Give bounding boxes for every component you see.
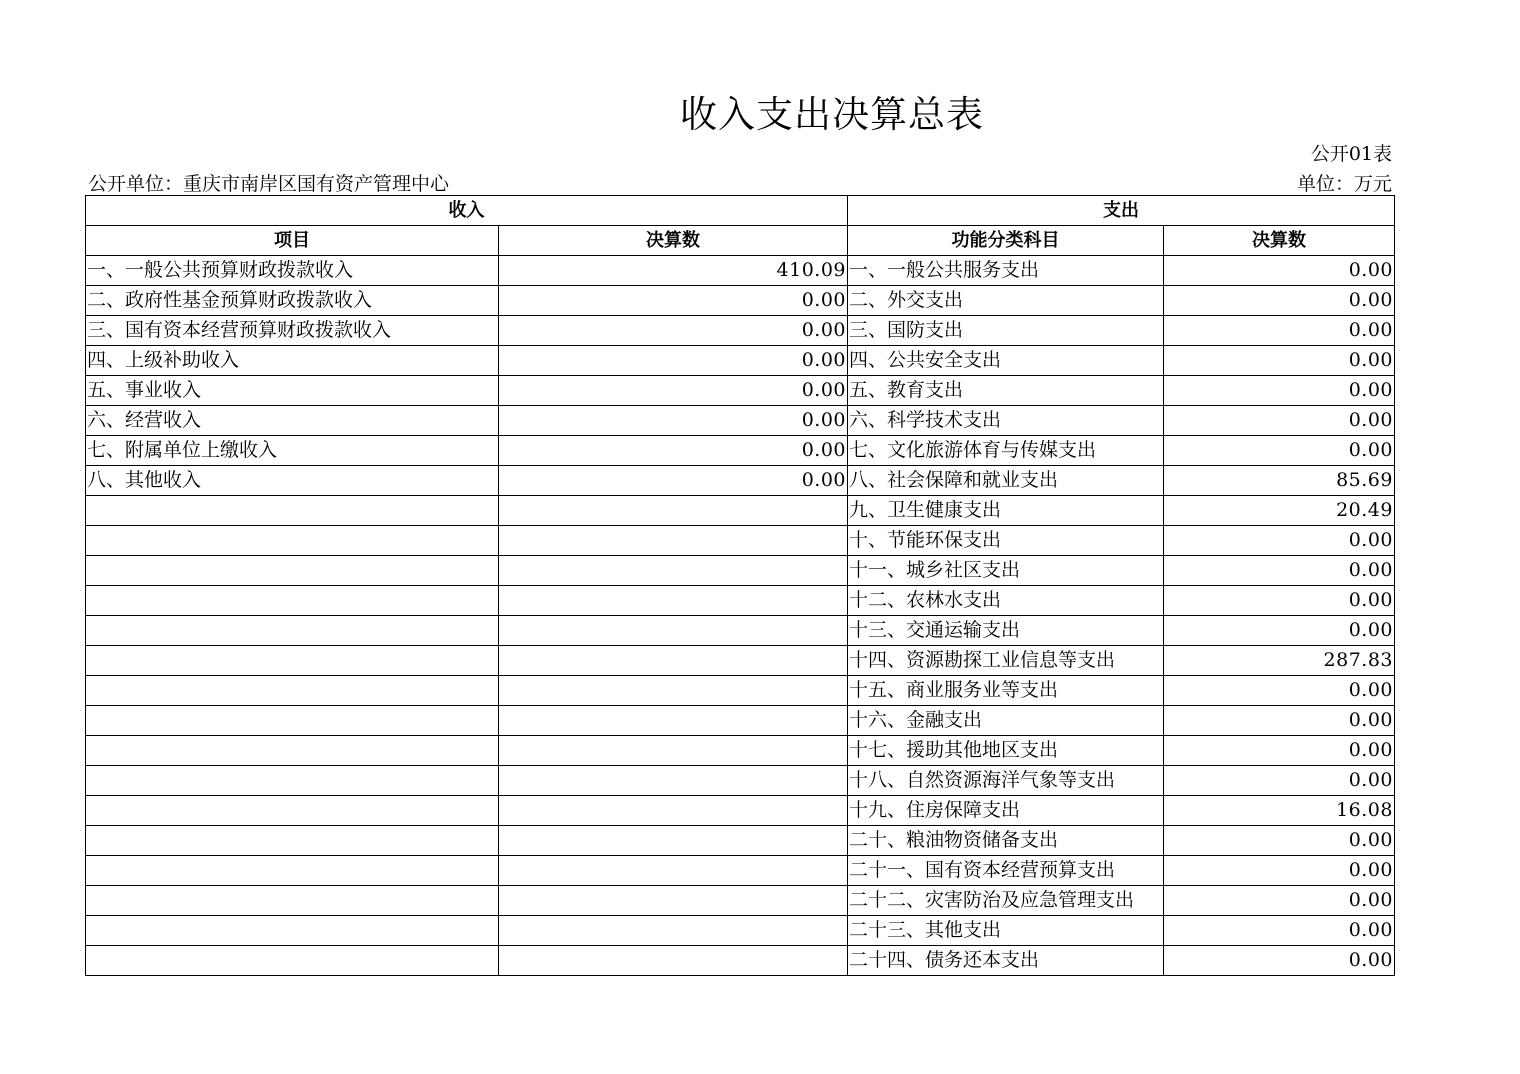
expense-category-cell: 二十一、国有资本经营预算支出 [848, 856, 1164, 886]
income-item-cell [86, 496, 499, 526]
table-row [86, 556, 1395, 586]
income-item-cell [86, 556, 499, 586]
table-row [86, 886, 1395, 916]
income-amount-cell [499, 646, 848, 676]
expense-amount-cell: 20.49 [1164, 496, 1395, 526]
income-item-cell [86, 796, 499, 826]
table-row [86, 376, 1395, 406]
income-amount-cell: 0.00 [499, 466, 848, 496]
expense-section-header: 支出 [848, 196, 1395, 226]
table-row [86, 646, 1395, 676]
expense-category-cell: 七、文化旅游体育与传媒支出 [848, 436, 1164, 466]
table-row [86, 916, 1395, 946]
income-item-cell: 二、政府性基金预算财政拨款收入 [86, 286, 499, 316]
income-item-cell: 七、附属单位上缴收入 [86, 436, 499, 466]
income-amount-cell [499, 916, 848, 946]
table-row [86, 406, 1395, 436]
income-item-cell [86, 616, 499, 646]
expense-amount-cell: 0.00 [1164, 286, 1395, 316]
expense-category-cell: 一、一般公共服务支出 [848, 256, 1164, 286]
expense-amount-cell: 0.00 [1164, 706, 1395, 736]
income-amount-cell [499, 706, 848, 736]
income-item-cell: 三、国有资本经营预算财政拨款收入 [86, 316, 499, 346]
category-column-header: 功能分类科目 [848, 226, 1164, 256]
expense-category-cell: 十一、城乡社区支出 [848, 556, 1164, 586]
expense-amount-cell: 287.83 [1164, 646, 1395, 676]
reporting-unit: 公开单位：重庆市南岸区国有资产管理中心 [88, 173, 450, 195]
expense-amount-cell: 0.00 [1164, 856, 1395, 886]
income-item-cell [86, 946, 499, 976]
income-amount-column-header: 决算数 [499, 226, 848, 256]
table-row [86, 676, 1395, 706]
expense-amount-cell: 0.00 [1164, 766, 1395, 796]
income-amount-cell [499, 766, 848, 796]
income-item-cell: 四、上级补助收入 [86, 346, 499, 376]
income-item-cell [86, 736, 499, 766]
expense-category-cell: 八、社会保障和就业支出 [848, 466, 1164, 496]
income-amount-cell [499, 946, 848, 976]
table-row [86, 496, 1395, 526]
expense-amount-cell: 0.00 [1164, 526, 1395, 556]
income-item-cell [86, 826, 499, 856]
expense-amount-cell: 0.00 [1164, 616, 1395, 646]
expense-category-cell: 十三、交通运输支出 [848, 616, 1164, 646]
expense-amount-cell: 0.00 [1164, 346, 1395, 376]
table-row [86, 616, 1395, 646]
expense-category-cell: 二十四、债务还本支出 [848, 946, 1164, 976]
income-amount-cell [499, 676, 848, 706]
expense-category-cell: 二十二、灾害防治及应急管理支出 [848, 886, 1164, 916]
expense-category-cell: 二十、粮油物资储备支出 [848, 826, 1164, 856]
table-row [86, 946, 1395, 976]
income-amount-cell: 0.00 [499, 286, 848, 316]
income-amount-cell [499, 586, 848, 616]
table-row [86, 346, 1395, 376]
income-amount-cell: 0.00 [499, 346, 848, 376]
form-number: 公开01表 [1310, 143, 1392, 165]
expense-amount-cell: 0.00 [1164, 826, 1395, 856]
expense-category-cell: 十七、援助其他地区支出 [848, 736, 1164, 766]
table-row [86, 316, 1395, 346]
table-row [86, 796, 1395, 826]
expense-amount-cell: 0.00 [1164, 406, 1395, 436]
income-amount-cell [499, 556, 848, 586]
expense-amount-cell: 0.00 [1164, 736, 1395, 766]
expense-amount-cell: 0.00 [1164, 586, 1395, 616]
section-header-row [86, 196, 1395, 226]
income-amount-cell [499, 856, 848, 886]
income-amount-cell [499, 826, 848, 856]
budget-table [85, 195, 1395, 976]
income-item-cell [86, 886, 499, 916]
income-amount-cell [499, 736, 848, 766]
income-item-cell [86, 916, 499, 946]
table-row [86, 256, 1395, 286]
table-row [86, 706, 1395, 736]
income-item-cell [86, 856, 499, 886]
expense-category-cell: 九、卫生健康支出 [848, 496, 1164, 526]
income-amount-cell [499, 526, 848, 556]
expense-category-cell: 六、科学技术支出 [848, 406, 1164, 436]
expense-amount-cell: 0.00 [1164, 256, 1395, 286]
currency-unit: 单位：万元 [1296, 173, 1392, 195]
income-item-cell [86, 766, 499, 796]
income-amount-cell: 0.00 [499, 436, 848, 466]
income-item-cell [86, 646, 499, 676]
expense-category-cell: 二、外交支出 [848, 286, 1164, 316]
income-amount-cell [499, 616, 848, 646]
expense-amount-cell: 0.00 [1164, 556, 1395, 586]
income-amount-cell: 0.00 [499, 406, 848, 436]
expense-amount-cell: 0.00 [1164, 916, 1395, 946]
page-title: 收入支出决算总表 [680, 93, 984, 136]
expense-amount-cell: 0.00 [1164, 436, 1395, 466]
expense-amount-cell: 0.00 [1164, 676, 1395, 706]
table-row [86, 586, 1395, 616]
income-section-header: 收入 [86, 196, 848, 226]
table-row [86, 826, 1395, 856]
expense-category-cell: 三、国防支出 [848, 316, 1164, 346]
table-row [86, 736, 1395, 766]
income-amount-cell [499, 496, 848, 526]
table-row [86, 766, 1395, 796]
expense-category-cell: 十二、农林水支出 [848, 586, 1164, 616]
income-item-cell: 五、事业收入 [86, 376, 499, 406]
income-item-cell: 一、一般公共预算财政拨款收入 [86, 256, 499, 286]
table-row [86, 856, 1395, 886]
expense-category-cell: 五、教育支出 [848, 376, 1164, 406]
expense-amount-cell: 0.00 [1164, 946, 1395, 976]
expense-category-cell: 十五、商业服务业等支出 [848, 676, 1164, 706]
column-header-row [86, 226, 1395, 256]
expense-category-cell: 四、公共安全支出 [848, 346, 1164, 376]
table-row [86, 466, 1395, 496]
expense-amount-column-header: 决算数 [1164, 226, 1395, 256]
income-amount-cell [499, 796, 848, 826]
table-row [86, 526, 1395, 556]
table-row [86, 436, 1395, 466]
income-item-cell [86, 526, 499, 556]
income-amount-cell: 0.00 [499, 316, 848, 346]
expense-category-cell: 二十三、其他支出 [848, 916, 1164, 946]
expense-category-cell: 十、节能环保支出 [848, 526, 1164, 556]
income-item-cell: 八、其他收入 [86, 466, 499, 496]
expense-category-cell: 十九、住房保障支出 [848, 796, 1164, 826]
expense-category-cell: 十八、自然资源海洋气象等支出 [848, 766, 1164, 796]
income-item-cell [86, 676, 499, 706]
expense-amount-cell: 0.00 [1164, 886, 1395, 916]
income-amount-cell [499, 886, 848, 916]
item-column-header: 项目 [86, 226, 499, 256]
income-item-cell [86, 586, 499, 616]
expense-amount-cell: 16.08 [1164, 796, 1395, 826]
income-item-cell [86, 706, 499, 736]
expense-category-cell: 十四、资源勘探工业信息等支出 [848, 646, 1164, 676]
expense-amount-cell: 0.00 [1164, 316, 1395, 346]
expense-amount-cell: 0.00 [1164, 376, 1395, 406]
expense-amount-cell: 85.69 [1164, 466, 1395, 496]
income-amount-cell: 0.00 [499, 376, 848, 406]
income-amount-cell: 410.09 [499, 256, 848, 286]
income-item-cell: 六、经营收入 [86, 406, 499, 436]
table-row [86, 286, 1395, 316]
expense-category-cell: 十六、金融支出 [848, 706, 1164, 736]
